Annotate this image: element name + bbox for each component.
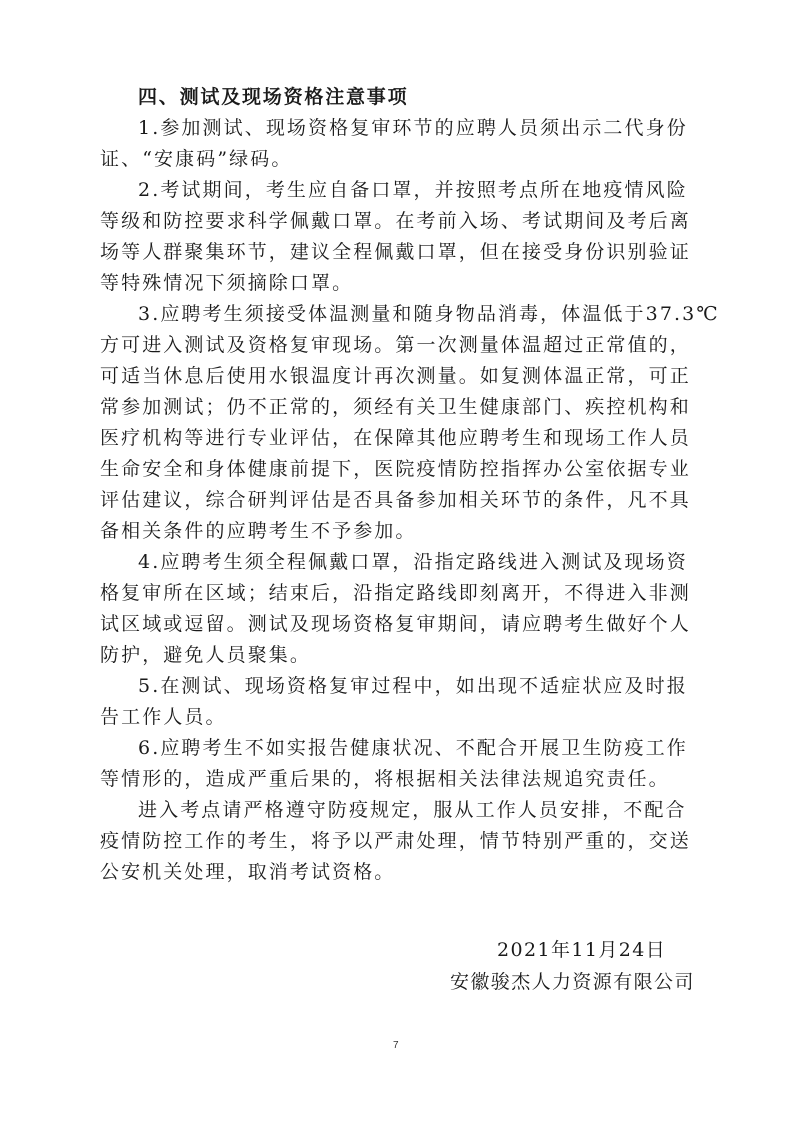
paragraph-line: 常参加测试；仍不正常的，须经有关卫生健康部门、疾控机构和: [100, 396, 691, 418]
paragraph-line: 公安机关处理，取消考试资格。: [100, 861, 396, 883]
paragraph-line: 防护，避免人员聚集。: [100, 644, 312, 666]
paragraph-line: 2.考试期间，考生应自备口罩，并按照考点所在地疫情风险: [138, 179, 688, 201]
paragraph-line: 4.应聘考生须全程佩戴口罩，沿指定路线进入测试及现场资: [138, 551, 688, 573]
paragraph-line: 等级和防控要求科学佩戴口罩。在考前入场、考试期间及考后离: [100, 210, 691, 232]
paragraph-line: 告工作人员。: [100, 706, 227, 728]
paragraph-line: 方可进入测试及资格复审现场。第一次测量体温超过正常值的，: [100, 334, 691, 356]
paragraph-line: 5.在测试、现场资格复审过程中，如出现不适症状应及时报: [138, 675, 688, 697]
section-heading: 四、测试及现场资格注意事项: [138, 86, 409, 108]
paragraph-line: 可适当休息后使用水银温度计再次测量。如复测体温正常，可正: [100, 365, 691, 387]
paragraph-line: 场等人群聚集环节，建议全程佩戴口罩，但在接受身份识别验证: [100, 241, 691, 263]
page-number: 7: [393, 1040, 399, 1051]
paragraph-line: 医疗机构等进行专业评估，在保障其他应聘考生和现场工作人员: [100, 427, 691, 449]
paragraph-line: 评估建议，综合研判评估是否具备参加相关环节的条件，凡不具: [100, 489, 691, 511]
paragraph-line: 等情形的，造成严重后果的，将根据相关法律法规追究责任。: [100, 768, 670, 790]
paragraph-line: 等特殊情况下须摘除口罩。: [100, 272, 354, 294]
paragraph-line: 疫情防控工作的考生，将予以严肃处理，情节特别严重的，交送: [100, 830, 691, 852]
paragraph-line: 备相关条件的应聘考生不予参加。: [100, 520, 417, 542]
paragraph-line: 证、“安康码”绿码。: [100, 148, 293, 170]
paragraph-line: 6.应聘考生不如实报告健康状况、不配合开展卫生防疫工作: [138, 737, 688, 759]
paragraph-line: 3.应聘考生须接受体温测量和随身物品消毒，体温低于37.3℃: [138, 303, 720, 325]
paragraph-line: 试区域或逗留。测试及现场资格复审期间，请应聘考生做好个人: [100, 613, 691, 635]
paragraph-line: 格复审所在区域；结束后，沿指定路线即刻离开，不得进入非测: [100, 582, 691, 604]
signature-organization: 安徽骏杰人力资源有限公司: [450, 971, 695, 993]
paragraph-line: 1.参加测试、现场资格复审环节的应聘人员须出示二代身份: [138, 117, 688, 139]
paragraph-line: 生命安全和身体健康前提下，医院疫情防控指挥办公室依据专业: [100, 458, 691, 480]
signature-date: 2021年11月24日: [497, 939, 667, 961]
paragraph-line: 进入考点请严格遵守防疫规定，服从工作人员安排，不配合: [138, 799, 687, 821]
